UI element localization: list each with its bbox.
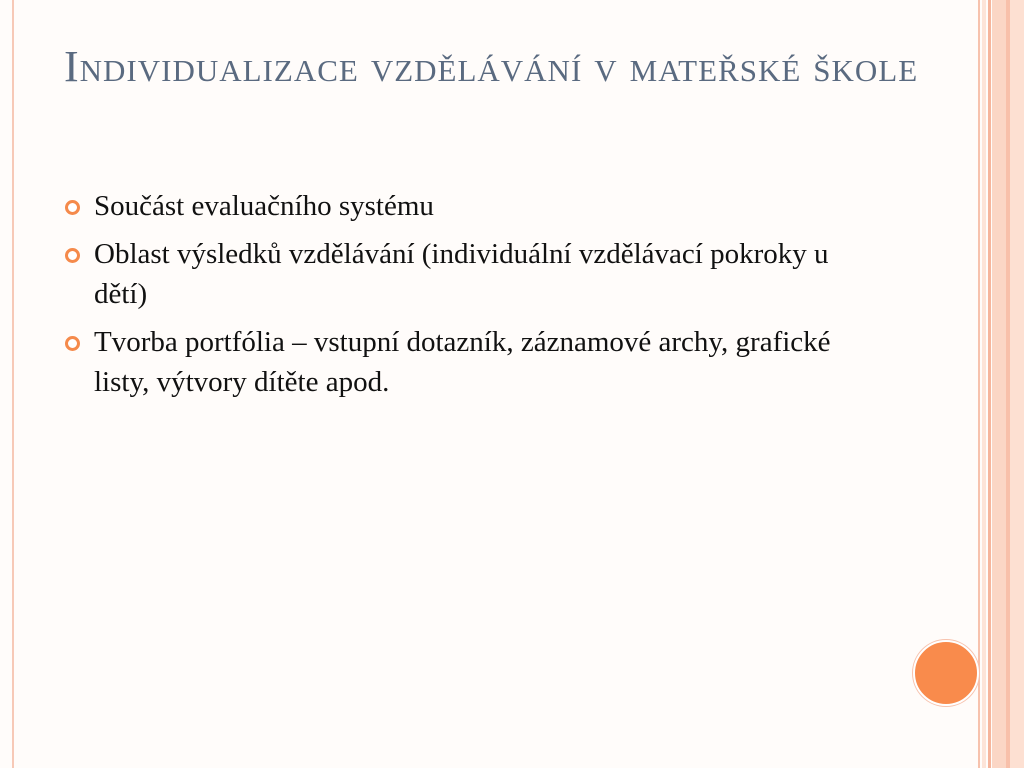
list-item xyxy=(64,186,884,226)
orange-circle-decoration xyxy=(913,640,979,706)
slide-title: Individualizace vzdělávání v mateřské škole xyxy=(64,42,919,91)
stripe xyxy=(978,0,980,768)
bullet-list xyxy=(64,186,884,410)
list-item xyxy=(64,234,884,314)
left-border-decoration xyxy=(0,0,14,768)
stripe xyxy=(1010,0,1024,768)
stripe xyxy=(982,0,986,768)
orange-ring-bullet-icon xyxy=(65,200,80,215)
right-stripes-decoration xyxy=(978,0,1024,768)
stripe xyxy=(988,0,991,768)
bullet-text: Oblast výsledků vzdělávání (individuální vzdělávací pokroky u dětí) xyxy=(94,238,829,310)
bullet-text: Součást evaluačního systému xyxy=(94,190,434,222)
list-item xyxy=(64,322,884,402)
stripe xyxy=(992,0,1006,768)
bullet-text: Tvorba portfólia – vstupní dotazník, záznamové archy, grafické listy, výtvory dítěte apod. xyxy=(94,326,831,398)
orange-ring-bullet-icon xyxy=(65,248,80,263)
orange-ring-bullet-icon xyxy=(65,336,80,351)
